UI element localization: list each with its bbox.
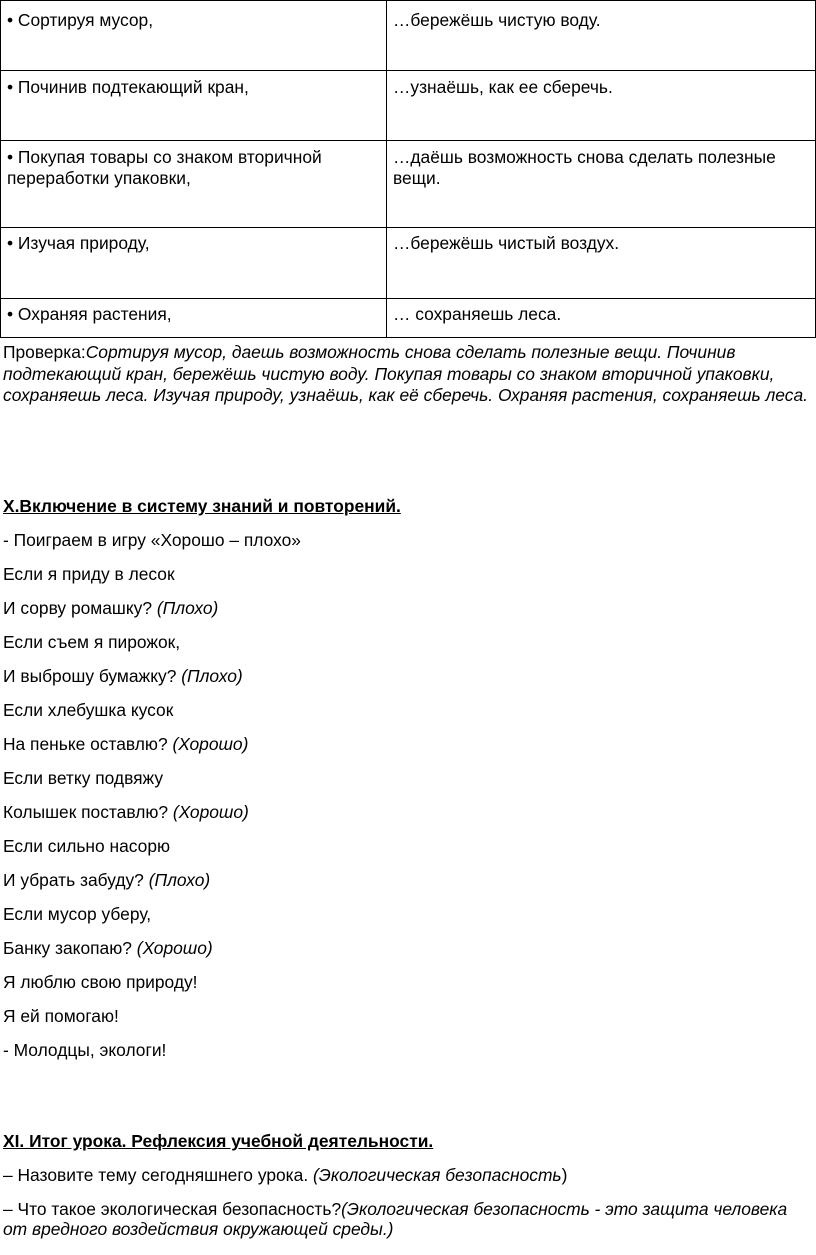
poem-line xyxy=(3,938,213,959)
section-10-heading: X.Включение в систему знаний и повторений. xyxy=(3,496,401,516)
poem-line-text: Если я приду в лесок xyxy=(3,564,175,584)
poem-line xyxy=(3,666,243,687)
cell-text: • Изучая природу, xyxy=(7,233,150,253)
cell-text: • Охраняя растения, xyxy=(7,304,172,324)
poem-line-answer: (Хорошо) xyxy=(172,734,249,754)
poem-line-answer: (Плохо) xyxy=(156,598,219,618)
poem-line-text: Если ветку подвяжу xyxy=(3,768,164,788)
cell-text: …бережёшь чистую воду. xyxy=(393,10,601,30)
table-cell-right xyxy=(387,71,816,141)
poem-line xyxy=(3,836,170,857)
poem-line-text: Если хлебушка кусок xyxy=(3,700,174,720)
check-text: Сортируя мусор, даешь возможность снова сделать полезные вещи. Починив подтекающий кран, бережёшь чистую воду. Покупая товары со знаком вторичной упаковки, сохраняешь леса. Изучая природу, узнаёшь, как её сберечь. Охраняя растения, сохраняешь леса. xyxy=(3,342,808,405)
cell-text: • Сортируя мусор, xyxy=(7,10,154,30)
poem-line-answer: (Плохо) xyxy=(181,666,243,686)
poem-line-text: Я ей помогаю! xyxy=(3,1006,119,1026)
poem-line xyxy=(3,564,175,585)
poem-line-text: Колышек поставлю? xyxy=(3,802,173,822)
poem-line-text: Банку закопаю? xyxy=(3,938,137,958)
poem-line-text: - Поиграем в игру «Хорошо – плохо» xyxy=(3,530,301,550)
question-text: – Назовите тему сегодняшнего урока. xyxy=(3,1165,313,1185)
table-row xyxy=(1,299,816,338)
cell-text: …бережёшь чистый воздух. xyxy=(393,233,620,253)
question-text: – Что такое экологическая безопасность? xyxy=(3,1199,342,1219)
poem-line xyxy=(3,530,301,551)
table-row xyxy=(1,1,816,71)
cell-text: • Починив подтекающий кран, xyxy=(7,77,249,97)
poem-line-text: Если сильно насорю xyxy=(3,836,171,856)
poem-line-text: Я люблю свою природу! xyxy=(3,972,198,992)
poem-line-answer: (Хорошо) xyxy=(136,938,213,958)
cell-text: … сохраняешь леса. xyxy=(393,304,562,324)
table-row xyxy=(1,71,816,141)
poem-line-text: Если мусор уберу, xyxy=(3,904,152,924)
check-paragraph xyxy=(3,342,813,407)
table-cell-left xyxy=(1,141,387,228)
table-row xyxy=(1,228,816,299)
table-cell-left xyxy=(1,1,387,71)
table-cell-right xyxy=(387,228,816,299)
table-cell-right xyxy=(387,1,816,71)
question-2 xyxy=(3,1199,793,1239)
poem-line xyxy=(3,598,218,619)
poem-line-text: - Молодцы, экологи! xyxy=(3,1040,167,1060)
poem-line xyxy=(3,700,173,721)
poem-line xyxy=(3,1040,166,1061)
table-cell-left xyxy=(1,228,387,299)
poem-line xyxy=(3,768,163,789)
cell-text: • Покупая товары со знаком вторичной переработки упаковки, xyxy=(7,147,322,188)
check-label: Проверка: xyxy=(3,342,86,362)
poem-line-text: Если съем я пирожок, xyxy=(3,632,181,652)
poem-line xyxy=(3,734,248,755)
question-close: ) xyxy=(561,1165,568,1185)
table-cell-left xyxy=(1,299,387,338)
cell-text: …узнаёшь, как ее сберечь. xyxy=(393,77,613,97)
poem-line-text: И сорву ромашку? xyxy=(3,598,157,618)
table-cell-right xyxy=(387,141,816,228)
poem-line-answer: (Плохо) xyxy=(148,870,211,890)
table-cell-right xyxy=(387,299,816,338)
poem-line xyxy=(3,972,198,993)
poem-line xyxy=(3,1006,119,1027)
question-answer: (Экологическая безопасность - это защита человека от вредного воздействия окружающей среды.) xyxy=(3,1199,788,1239)
matching-table xyxy=(0,0,816,338)
poem-line xyxy=(3,870,210,891)
poem-line-text: На пеньке оставлю? xyxy=(3,734,173,754)
table-cell-left xyxy=(1,71,387,141)
question-1 xyxy=(3,1165,567,1186)
poem-line-answer: (Хорошо) xyxy=(172,802,249,822)
question-answer: (Экологическая безопасность xyxy=(312,1165,562,1185)
poem-line-text: И выброшу бумажку? xyxy=(3,666,182,686)
poem-line xyxy=(3,632,180,653)
section-11-heading: XI. Итог урока. Рефлексия учебной деятельности. xyxy=(3,1131,434,1151)
poem-line xyxy=(3,904,151,925)
poem-line-text: И убрать забуду? xyxy=(3,870,149,890)
table-row xyxy=(1,141,816,228)
poem-line xyxy=(3,802,249,823)
cell-text: …даёшь возможность снова сделать полезные вещи. xyxy=(393,147,776,188)
